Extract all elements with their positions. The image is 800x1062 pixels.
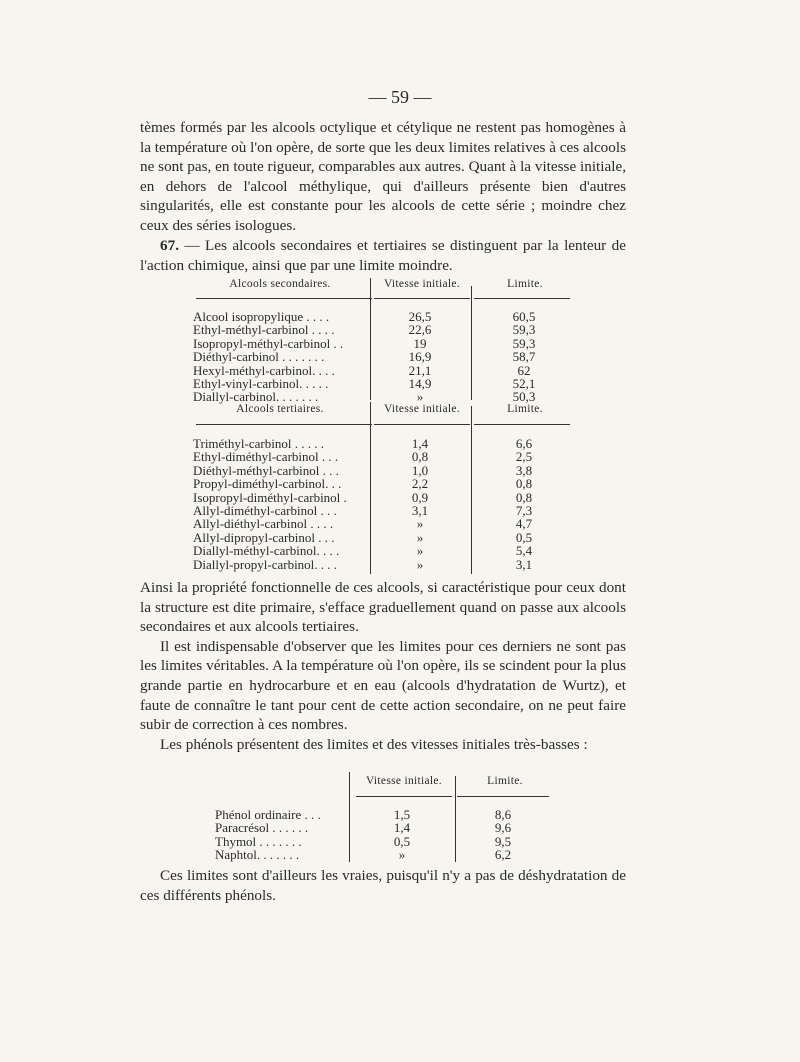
limite-value: 58,7	[512, 349, 536, 365]
alcohol-name: Ethyl-méthyl-carbinol . . . .	[193, 322, 335, 338]
vitesse-value: »	[416, 543, 424, 559]
section-number: 67.	[160, 237, 179, 254]
alcohol-name: Allyl-diéthyl-carbinol . . . .	[193, 516, 334, 532]
limite-value: 0,8	[515, 476, 533, 492]
alcohol-name: Ethyl-vinyl-carbinol. . . . .	[193, 375, 329, 391]
column-divider	[471, 286, 472, 400]
vitesse-value: 3,1	[411, 502, 429, 518]
paragraph-text: Ainsi la propriété fonctionnelle de ces alcools, si caractéristique pour ceux dont la structure est dite primaire, s'efface graduellement quand on passe aux alcools secondaires et aux alcools tertiaires.	[140, 579, 626, 636]
alcohol-name: Hexyl-méthyl-carbinol. . . .	[193, 362, 335, 378]
alcohol-name: Allyl-diméthyl-carbinol . . .	[193, 502, 337, 518]
alcohol-name: Diallyl-carbinol. . . . . . .	[193, 389, 319, 405]
col-header-limite: Limite.	[507, 403, 543, 415]
limite-value: 7,3	[515, 502, 533, 518]
limite-value: 59,3	[512, 335, 536, 351]
limite-value: 8,6	[494, 807, 512, 822]
limite-value: 3,1	[515, 556, 533, 572]
vitesse-value: 1,4	[393, 820, 411, 836]
limite-value: 9,5	[494, 833, 512, 849]
limite-value: 4,7	[515, 516, 533, 532]
vitesse-value: »	[416, 529, 424, 545]
paragraph-1	[140, 118, 626, 236]
vitesse-value: 26,5	[408, 309, 432, 324]
vitesse-value: 0,9	[411, 489, 429, 505]
rule	[474, 424, 570, 425]
alcohol-name: Diallyl-méthyl-carbinol. . . .	[193, 543, 340, 559]
vitesse-value: 22,6	[408, 322, 432, 338]
limite-column	[473, 808, 533, 862]
vitesse-value: 14,9	[408, 375, 432, 391]
column-divider	[370, 278, 371, 400]
alcohol-name: Diéthyl-carbinol . . . . . . .	[193, 349, 325, 365]
paragraph-text	[140, 236, 626, 275]
rule	[196, 424, 372, 425]
alcohol-name: Diallyl-propyl-carbinol. . . .	[193, 556, 338, 572]
rule	[457, 796, 549, 797]
limite-value: 5,4	[515, 543, 533, 559]
col-header-vitesse: Vitesse initiale.	[384, 403, 460, 415]
vitesse-value: »	[416, 556, 424, 572]
alcohol-name: Ethyl-diméthyl-carbinol . . .	[193, 449, 339, 465]
limite-value: 62	[517, 362, 531, 378]
rule	[374, 298, 470, 299]
names-column	[193, 437, 347, 571]
paragraph-2	[140, 236, 626, 275]
column-divider	[455, 776, 456, 862]
paragraph-text: Les phénols présentent des limites et des vitesses initiales très-basses :	[160, 735, 588, 753]
col-header-alcools: Alcools secondaires.	[229, 278, 331, 290]
alcohol-name: Isopropyl-méthyl-carbinol . .	[193, 335, 344, 351]
vitesse-value: 0,5	[393, 833, 411, 849]
phenol-name: Phénol ordinaire . . .	[215, 807, 321, 822]
limite-value: 50,3	[512, 389, 536, 405]
limite-value: 9,6	[494, 820, 512, 836]
vitesse-value: 1,4	[411, 436, 429, 451]
vitesse-value: »	[416, 389, 424, 405]
phenol-name: Naphtol. . . . . . .	[215, 847, 300, 863]
rule	[474, 298, 570, 299]
paragraph-body: — Les alcools secondaires et tertiaires se distinguent par la lenteur de l'action chimique, ainsi que par une limite moindre.	[140, 237, 626, 274]
vitesse-value: 2,2	[411, 476, 429, 492]
limite-value: 2,5	[515, 449, 533, 465]
vitesse-value: 1,0	[411, 462, 429, 478]
vitesse-value: 1,5	[393, 807, 411, 822]
column-divider	[370, 402, 371, 574]
names-column	[215, 808, 321, 862]
limite-value: 52,1	[512, 375, 536, 391]
rule	[374, 424, 470, 425]
paragraph-text: Ces limites sont d'ailleurs les vraies, puisqu'il n'y a pas de déshydratation de ces différents phénols.	[140, 867, 626, 904]
names-column	[193, 310, 343, 404]
alcohol-name: Alcool isopropylique . . . .	[193, 309, 330, 324]
vitesse-value: »	[416, 516, 424, 532]
alcohol-name: Diéthyl-méthyl-carbinol . . .	[193, 462, 339, 478]
rule	[356, 796, 452, 797]
limite-value: 6,2	[494, 847, 512, 863]
col-header-limite: Limite.	[507, 278, 543, 290]
limite-column	[494, 310, 554, 404]
col-header-vitesse: Vitesse initiale.	[366, 775, 442, 787]
vitesse-value: 21,1	[408, 362, 432, 378]
limite-value: 0,8	[515, 489, 533, 505]
alcohol-name: Allyl-dipropyl-carbinol . . .	[193, 529, 335, 545]
limite-column	[494, 437, 554, 571]
paragraph-text: Il est indispensable d'observer que les limites pour ces derniers ne sont pas les limites véritables. A la température où l'on opère, ils se scindent pour la plus grande partie en hydrocarbure et en eau (alcools d'hydratation de Wurtz), et faute de connaître le tant pour cent de cette action secondaire, on ne peut faire subir de correction à ces nombres.	[140, 637, 626, 734]
paragraph-3	[140, 578, 626, 754]
rule	[196, 298, 372, 299]
vitesse-column	[390, 310, 450, 404]
col-header-alcools: Alcools tertiaires.	[236, 403, 324, 415]
limite-value: 6,6	[515, 436, 533, 451]
vitesse-column	[390, 437, 450, 571]
vitesse-column	[372, 808, 432, 862]
alcohol-name: Isopropyl-diméthyl-carbinol .	[193, 489, 347, 505]
paragraph-text: tèmes formés par les alcools octylique et cétylique ne restent pas homogènes à la température où l'on opère, de sorte que les deux limites relatives à ces alcools ne sont pas, en toute rigueur, comparables aux autres. Quant à la vitesse initiale, en dehors de l'alcool méthylique, qui d'ailleurs présente bien d'autres singularités, elle est constante pour les alcools de cette série ; moindre chez ceux des séries isologues.	[140, 119, 626, 234]
alcohol-name: Triméthyl-carbinol . . . . .	[193, 436, 324, 451]
vitesse-value: 19	[413, 335, 427, 351]
phenol-name: Thymol . . . . . . .	[215, 833, 302, 849]
vitesse-value: 16,9	[408, 349, 432, 365]
column-divider	[349, 772, 350, 862]
vitesse-value: 0,8	[411, 449, 429, 465]
limite-value: 0,5	[515, 529, 533, 545]
page-number: — 59 —	[368, 87, 432, 107]
limite-value: 59,3	[512, 322, 536, 338]
phenol-name: Paracrésol . . . . . .	[215, 820, 309, 836]
limite-value: 3,8	[515, 462, 533, 478]
alcohol-name: Propyl-diméthyl-carbinol. . .	[193, 476, 342, 492]
col-header-vitesse: Vitesse initiale.	[384, 278, 460, 290]
column-divider	[471, 406, 472, 574]
paragraph-4	[140, 866, 626, 905]
limite-value: 60,5	[512, 309, 536, 324]
vitesse-value: »	[398, 847, 406, 863]
col-header-limite: Limite.	[487, 775, 523, 787]
